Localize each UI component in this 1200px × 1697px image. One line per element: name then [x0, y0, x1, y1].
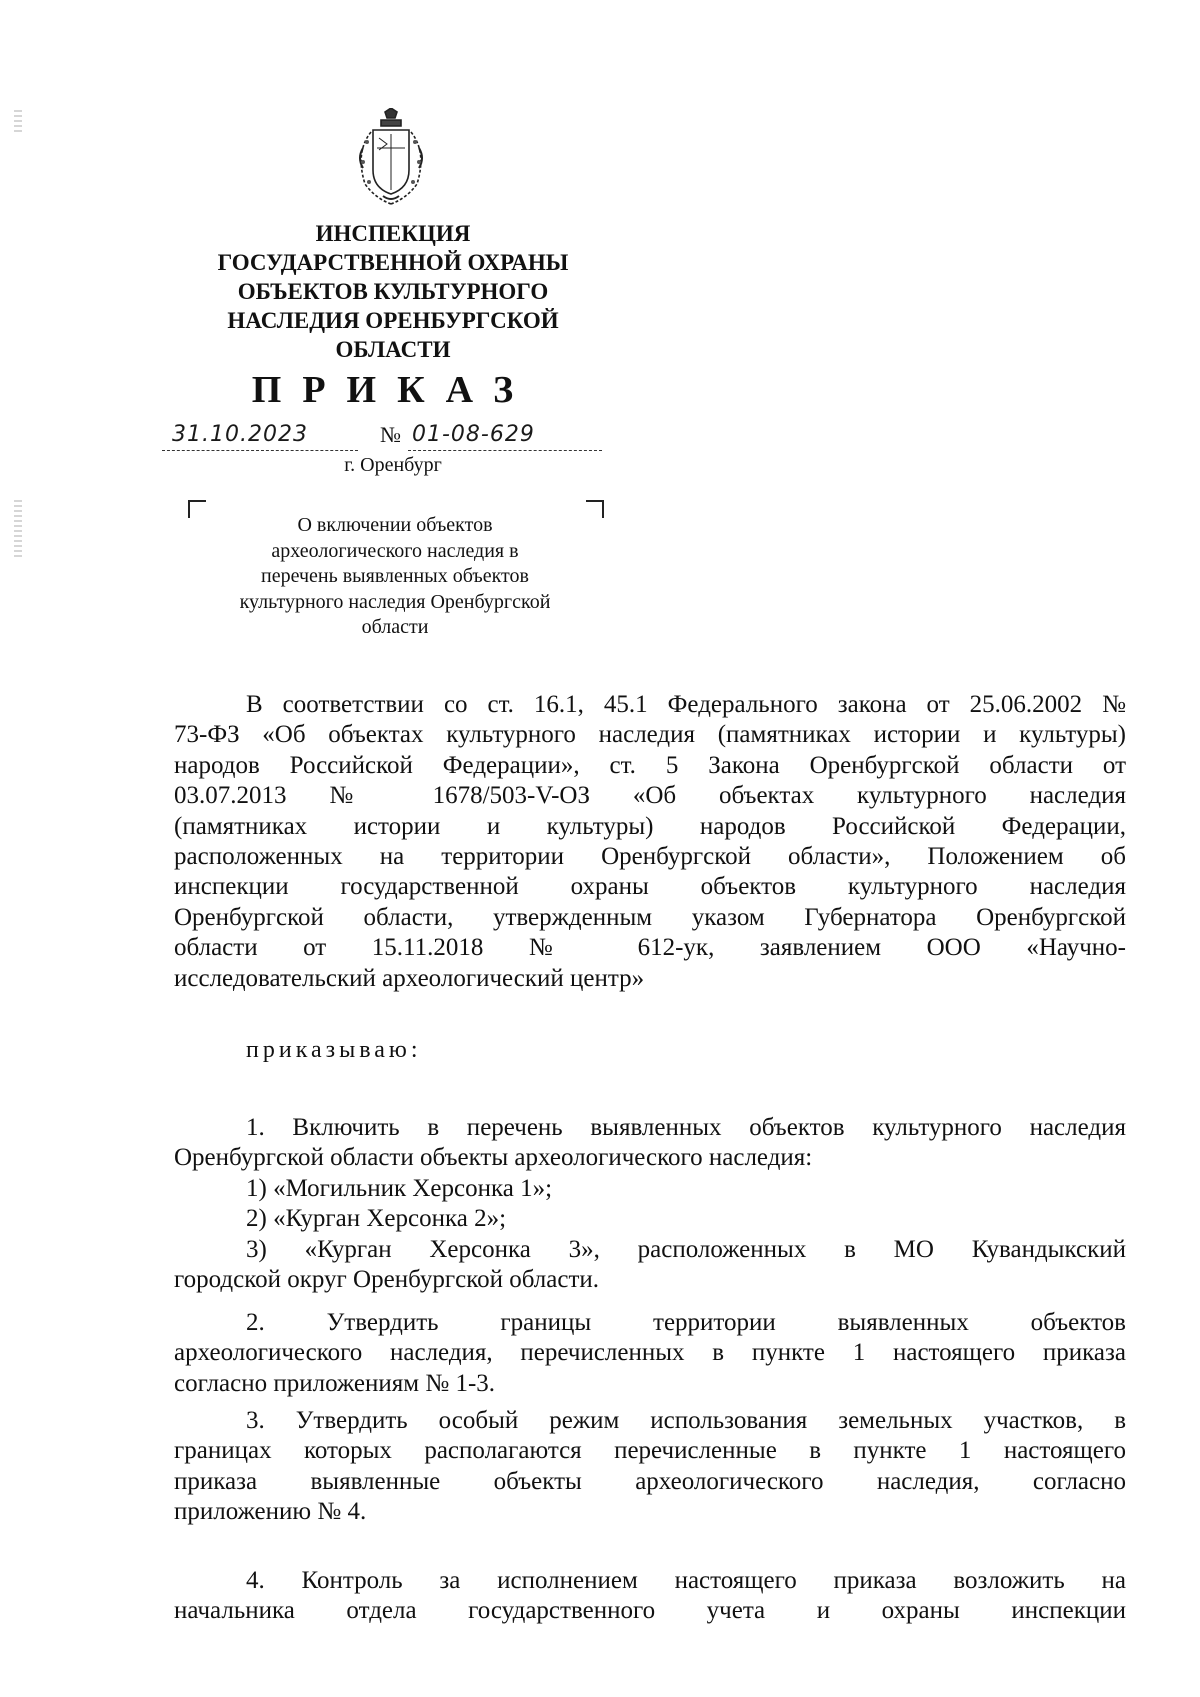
- org-line: ГОСУДАРСТВЕННОЙ ОХРАНЫ: [217, 250, 569, 275]
- item-line: приказа выявленные объекты археологического наследия, согласно: [174, 1467, 1126, 1495]
- item-subline: городской округ Оренбургской области.: [174, 1266, 600, 1294]
- item-4: [174, 1566, 1126, 1627]
- preamble-line: области от 15.11.2018 № 612-ук, заявлением ООО «Научно-: [174, 934, 1126, 962]
- preamble-line: (памятниках истории и культуры) народов Российской Федерации,: [174, 812, 1126, 840]
- preamble-line: Оренбургской области, утвержденным указом Губернатора Оренбургской: [174, 903, 1126, 931]
- subject-line: О включении объектов: [297, 514, 493, 536]
- item-subline: 2) «Курган Херсонка 2»;: [246, 1205, 507, 1233]
- preamble-line: инспекции государственной охраны объектов культурного наследия: [174, 873, 1126, 901]
- organization-name: [183, 219, 603, 364]
- scan-artifact: [14, 500, 22, 560]
- subject-line: перечень выявленных объектов: [261, 565, 529, 587]
- city-label: г. Оренбург: [344, 454, 442, 476]
- number-sign: №: [380, 422, 401, 447]
- item-line: Оренбургской области объекты археологического наследия:: [174, 1144, 813, 1172]
- item-line: границах которых располагаются перечисленные в пункте 1 настоящего: [174, 1437, 1126, 1465]
- preamble-paragraph: [174, 690, 1126, 994]
- item-line: начальника отдела государственного учета и охраны инспекции: [174, 1597, 1126, 1625]
- subject-line: археологического наследия в: [271, 539, 519, 562]
- document-type-title: ПРИКАЗ: [251, 369, 535, 411]
- item-line: приложению № 4.: [174, 1498, 367, 1526]
- org-line: ОБЛАСТИ: [335, 337, 451, 362]
- preamble-line: В соответствии со ст. 16.1, 45.1 Федерального закона от 25.06.2002 №: [246, 691, 1126, 718]
- org-line: ИНСПЕКЦИЯ: [315, 221, 471, 246]
- order-subject: [190, 513, 600, 641]
- order-word: приказываю:: [246, 1037, 422, 1063]
- preamble-line: 03.07.2013 № 1678/503-V-ОЗ «Об объектах культурного наследия: [174, 782, 1126, 810]
- item-subline: 3) «Курган Херсонка 3», расположенных в МО Кувандыкский: [246, 1235, 1126, 1263]
- coat-of-arms-emblem: [349, 108, 433, 206]
- org-line: НАСЛЕДИЯ ОРЕНБУРГСКОЙ: [227, 308, 559, 333]
- item-line: 4. Контроль за исполнением настоящего приказа возложить на: [246, 1567, 1126, 1594]
- preamble-line: исследовательский археологический центр»: [174, 964, 645, 992]
- subject-line: культурного наследия Оренбургской: [239, 590, 551, 613]
- item-2: [174, 1308, 1126, 1399]
- date-number-line: [162, 420, 602, 454]
- item-line: 1. Включить в перечень выявленных объектов культурного наследия: [246, 1114, 1126, 1141]
- item-1: [174, 1113, 1126, 1295]
- handwritten-number: 01-08-629: [412, 422, 535, 447]
- preamble-line: 73-ФЗ «Об объектах культурного наследия (памятниках истории и культуры): [174, 721, 1126, 749]
- preamble-line: народов Российской Федерации», ст. 5 Закона Оренбургской области от: [174, 751, 1126, 779]
- scan-artifact: [14, 110, 22, 134]
- item-line: согласно приложениям № 1-3.: [174, 1369, 496, 1397]
- preamble-line: расположенных на территории Оренбургской области», Положением об: [174, 843, 1126, 871]
- item-line: археологического наследия, перечисленных в пункте 1 настоящего приказа: [174, 1339, 1126, 1367]
- item-line: 3. Утвердить особый режим использования земельных участков, в: [246, 1407, 1126, 1434]
- item-subline: 1) «Могильник Херсонка 1»;: [246, 1174, 553, 1202]
- item-3: [174, 1406, 1126, 1528]
- item-line: 2. Утвердить границы территории выявленных объектов: [246, 1309, 1126, 1336]
- handwritten-date: 31.10.2023: [172, 422, 308, 447]
- subject-line: области: [361, 616, 429, 638]
- org-line: ОБЪЕКТОВ КУЛЬТУРНОГО: [237, 279, 549, 304]
